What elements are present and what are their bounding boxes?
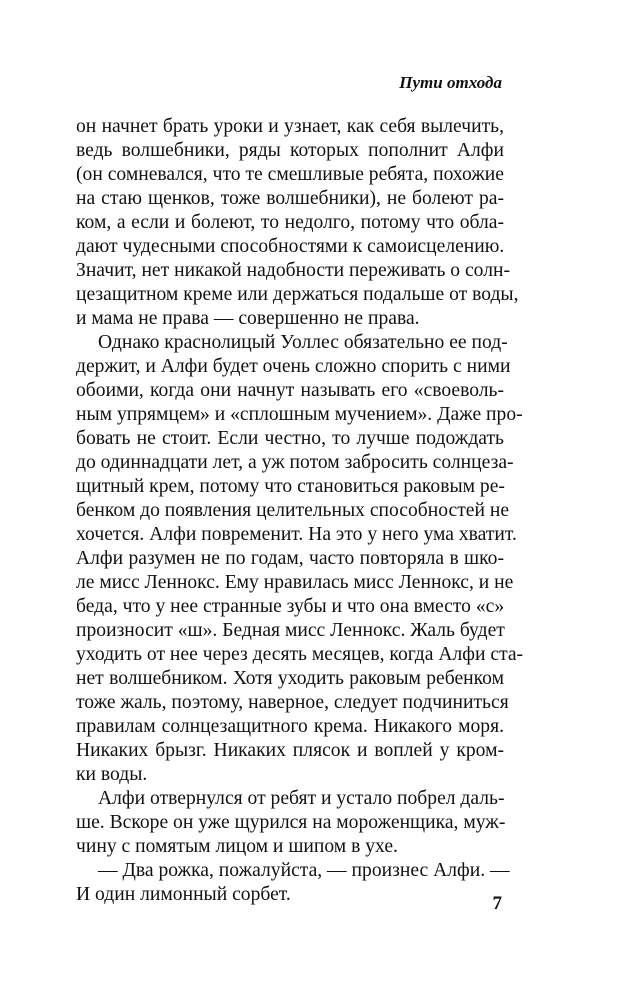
text-line: Алфи разумен не по годам, часто повторяла в шко- [76, 548, 504, 569]
text-line: (он сомневался, что те смешливые ребята, похожие [76, 164, 504, 185]
text-line: и мама не права — совершенно не права. [76, 308, 420, 329]
body-text [76, 115, 524, 907]
text-line: ком, а если и болеют, то недолго, потому что обла- [76, 212, 504, 233]
page-number: 7 [492, 893, 502, 914]
text-line: держит, и Алфи будет очень сложно спорить с ними [76, 356, 511, 377]
text-line: Никаких брызг. Никаких плясок и воплей у кром- [76, 740, 504, 761]
text-line: Алфи отвернулся от ребят и устало побрел даль- [98, 788, 505, 809]
text-line: произносит «ш». Бедная мисс Леннокс. Жаль будет [76, 620, 505, 641]
text-line: на стаю щенков, тоже волшебники), не болеют ра- [76, 188, 504, 209]
text-line: щитный крем, потому что становиться раковым ре- [76, 476, 505, 497]
text-line: он начнет брать уроки и узнает, как себя вылечить, [76, 116, 504, 137]
text-line: ше. Вскоре он уже щурился на мороженщика, муж- [76, 812, 506, 833]
text-line: дают чудесными способностями к самоисцелению. [76, 236, 505, 257]
text-line: беда, что у нее странные зубы и что она вместо «с» [76, 596, 505, 617]
text-line: уходить от нее через десять месяцев, когда Алфи ста- [76, 644, 524, 665]
text-line: ле мисс Леннокс. Ему нравилась мисс Леннокс, и не [76, 572, 514, 593]
running-head: Пути отхода [399, 73, 502, 92]
text-line: бовать не стоит. Если честно, то лучше подождать [76, 428, 504, 449]
text-line: обоими, когда они начнут называть его «своеволь- [76, 380, 504, 401]
text-line: тоже жаль, поэтому, наверное, следует подчиниться [76, 692, 509, 713]
text-line: ным упрямцем» и «сплошным мучением». Даже про- [76, 404, 523, 425]
text-line: Однако краснолицый Уоллес обязательно ее под- [98, 332, 508, 353]
text-line: ведь волшебники, ряды которых пополнит Алфи [76, 140, 504, 161]
text-line: И один лимонный сорбет. [76, 884, 291, 905]
text-line: Значит, нет никакой надобности переживать о солн- [76, 260, 511, 281]
text-line: хочется. Алфи повременит. На это у него ума хватит. [76, 524, 517, 545]
text-line: правилам солнцезащитного крема. Никакого моря. [76, 716, 504, 737]
text-line: — Два рожка, пожалуйста, — произнес Алфи. — [98, 860, 510, 881]
text-line: бенком до появления целительных способностей не [76, 500, 510, 521]
text-line: цезащитном креме или держаться подальше от воды, [76, 284, 519, 305]
text-line: чину с помятым лицом и шипом в ухе. [76, 836, 398, 857]
text-line: до одиннадцати лет, а уж потом забросить солнцеза- [76, 452, 514, 473]
text-line: нет волшебником. Хотя уходить раковым ребенком [76, 668, 504, 689]
text-line: ки воды. [76, 764, 148, 785]
